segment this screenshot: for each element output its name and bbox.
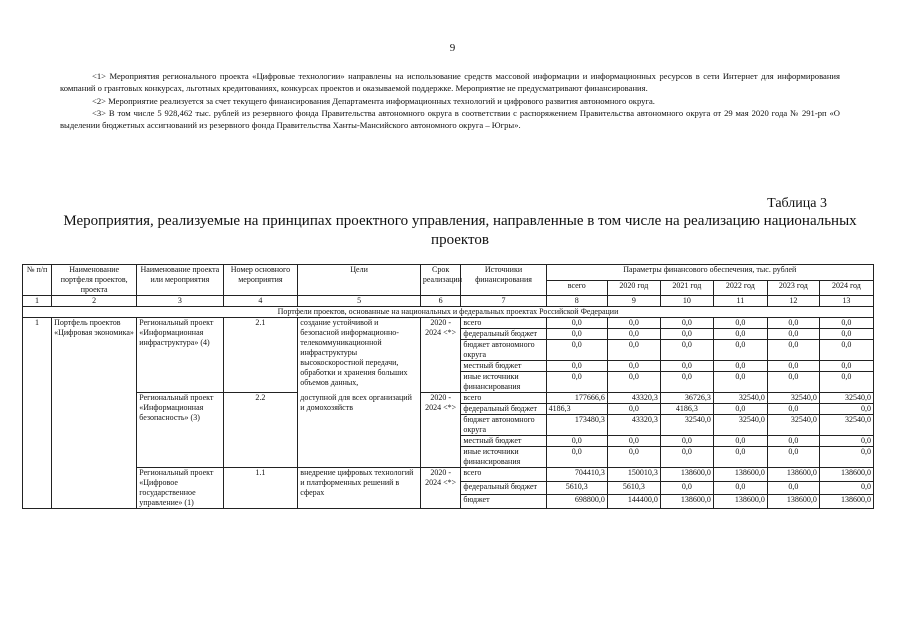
project-name: Региональный проект «Информационная инфраструктура» (4) — [137, 318, 223, 393]
value-cell: 5610,3 — [546, 481, 607, 495]
header-row-1 — [23, 265, 874, 281]
value-cell: 0,0 — [767, 361, 819, 372]
value-cell: 0,0 — [546, 329, 607, 340]
value-cell: 0,0 — [767, 372, 819, 393]
value-cell: 0,0 — [713, 404, 767, 415]
value-cell: 0,0 — [819, 447, 873, 468]
value-cell: 0,0 — [819, 436, 873, 447]
project-goal: создание устойчивой и безопасной информационно-телекоммуникационной инфраструктуры высокоскоростной передачи, обработки и хранения больших объемов данных, — [298, 318, 421, 393]
value-cell: 0,0 — [819, 329, 873, 340]
table-row — [23, 468, 874, 482]
source-label: бюджет автономного округа — [461, 340, 546, 361]
value-cell: 4186,3 — [546, 404, 607, 415]
value-cell: 138600,0 — [713, 468, 767, 482]
value-cell: 0,0 — [607, 447, 660, 468]
value-cell: 138600,0 — [819, 468, 873, 482]
value-cell: 0,0 — [546, 447, 607, 468]
footnote-2: <2> Мероприятие реализуется за счет текущего финансирования Департамента информационных технологий и цифрового развития автономного округа. — [92, 95, 655, 106]
value-cell: 0,0 — [767, 481, 819, 495]
source-label: федеральный бюджет — [461, 481, 546, 495]
project-name: Региональный проект «Цифровое государственное управление» (1) — [137, 468, 223, 509]
source-label: иные источники финансирования — [461, 372, 546, 393]
value-cell: 0,0 — [660, 436, 713, 447]
header-portfolio: Наименование портфеля проектов, проекта — [52, 265, 137, 296]
page-number: 9 — [449, 42, 456, 54]
projects-table — [22, 264, 874, 509]
value-cell: 0,0 — [767, 404, 819, 415]
project-term: 2020 - 2024 <*> — [420, 393, 461, 468]
project-goal: внедрение цифровых технологий и платформенных решений в сферах — [298, 468, 421, 509]
value-cell: 698800,0 — [546, 495, 607, 509]
header-total: всего — [546, 280, 607, 296]
value-cell: 0,0 — [546, 361, 607, 372]
column-number-row — [23, 296, 874, 307]
value-cell: 0,0 — [767, 318, 819, 329]
value-cell: 138600,0 — [767, 468, 819, 482]
value-cell: 0,0 — [713, 436, 767, 447]
value-cell: 0,0 — [660, 447, 713, 468]
value-cell: 0,0 — [767, 340, 819, 361]
value-cell: 32540,0 — [819, 393, 873, 404]
value-cell: 0,0 — [660, 361, 713, 372]
value-cell: 144400,0 — [607, 495, 660, 509]
value-cell: 0,0 — [767, 447, 819, 468]
col-number: 8 — [546, 296, 607, 307]
value-cell: 0,0 — [713, 361, 767, 372]
project-code: 2.2 — [223, 393, 298, 468]
portfolio-name: Портфель проектов «Цифровая экономика» — [52, 318, 137, 509]
value-cell: 0,0 — [660, 372, 713, 393]
value-cell: 0,0 — [546, 340, 607, 361]
col-number: 12 — [767, 296, 819, 307]
value-cell: 0,0 — [819, 372, 873, 393]
header-term: Срок реализации — [420, 265, 461, 296]
value-cell: 173480,3 — [546, 415, 607, 436]
value-cell: 0,0 — [819, 481, 873, 495]
table-row — [23, 318, 874, 329]
value-cell: 0,0 — [767, 436, 819, 447]
table-label: Таблица 3 — [767, 196, 827, 211]
value-cell: 0,0 — [660, 329, 713, 340]
col-number: 11 — [713, 296, 767, 307]
header-params: Параметры финансового обеспечения, тыс. рублей — [546, 265, 873, 281]
project-code: 1.1 — [223, 468, 298, 509]
value-cell: 0,0 — [767, 329, 819, 340]
value-cell: 138600,0 — [660, 468, 713, 482]
value-cell: 32540,0 — [767, 415, 819, 436]
source-label: иные источники финансирования — [461, 447, 546, 468]
header-2023: 2023 год — [767, 280, 819, 296]
col-number: 9 — [607, 296, 660, 307]
value-cell: 32540,0 — [713, 393, 767, 404]
value-cell: 0,0 — [546, 436, 607, 447]
value-cell: 0,0 — [713, 318, 767, 329]
value-cell: 704410,3 — [546, 468, 607, 482]
col-number: 5 — [298, 296, 421, 307]
footnote-3: <3> В том числе 5 928,462 тыс. рублей из резервного фонда Правительства автономного округа в соответствии с распоряжением Правительства автономного округа от 29 мая 2020 года № 291-рп «О выделении бюджетных ассигнований из резервного фонда Правительства Ханты-Мансийского автономного округа – Югры». — [60, 107, 840, 131]
header-code: Номер основного мероприятия — [223, 265, 298, 296]
value-cell: 0,0 — [607, 361, 660, 372]
source-label: всего — [461, 468, 546, 482]
col-number: 3 — [137, 296, 223, 307]
source-label: федеральный бюджет — [461, 404, 546, 415]
row-number: 1 — [23, 318, 52, 509]
value-cell: 0,0 — [819, 361, 873, 372]
value-cell: 5610,3 — [607, 481, 660, 495]
header-sources: Источники финансирования — [461, 265, 546, 296]
source-label: всего — [461, 393, 546, 404]
value-cell: 0,0 — [819, 404, 873, 415]
value-cell: 36726,3 — [660, 393, 713, 404]
value-cell: 150010,3 — [607, 468, 660, 482]
value-cell: 0,0 — [713, 372, 767, 393]
value-cell: 32540,0 — [660, 415, 713, 436]
header-project: Наименование проекта или мероприятия — [137, 265, 223, 296]
value-cell: 43320,3 — [607, 415, 660, 436]
value-cell: 4186,3 — [660, 404, 713, 415]
value-cell: 32540,0 — [819, 415, 873, 436]
value-cell: 0,0 — [713, 447, 767, 468]
project-name: Региональный проект «Информационная безопасность» (3) — [137, 393, 223, 468]
col-number: 1 — [23, 296, 52, 307]
col-number: 2 — [52, 296, 137, 307]
value-cell: 0,0 — [713, 481, 767, 495]
value-cell: 0,0 — [819, 340, 873, 361]
source-label: всего — [461, 318, 546, 329]
table-row — [23, 393, 874, 404]
project-term: 2020 - 2024 <*> — [420, 468, 461, 509]
value-cell: 0,0 — [607, 318, 660, 329]
value-cell: 0,0 — [607, 404, 660, 415]
value-cell: 43320,3 — [607, 393, 660, 404]
project-goal: доступной для всех организаций и домохозяйств — [298, 393, 421, 468]
col-number: 13 — [819, 296, 873, 307]
value-cell: 138600,0 — [660, 495, 713, 509]
section-row — [23, 307, 874, 318]
value-cell: 32540,0 — [713, 415, 767, 436]
footnote-1: <1> Мероприятия регионального проекта «Цифровые технологии» направлены на использование средств массовой информации и информационных ресурсов в сети Интернет для информирования компаний о грантовых конкурсах, льготных кредитованиях, конкурсах проектов и оказываемой поддержке. Мероприятие не предусматривают финансирования. — [60, 71, 840, 94]
value-cell: 0,0 — [660, 481, 713, 495]
header-2024: 2024 год — [819, 280, 873, 296]
value-cell: 0,0 — [607, 329, 660, 340]
source-label: местный бюджет — [461, 361, 546, 372]
project-term: 2020 - 2024 <*> — [420, 318, 461, 393]
value-cell: 0,0 — [660, 318, 713, 329]
value-cell: 138600,0 — [713, 495, 767, 509]
header-num: № п/п — [23, 265, 52, 296]
header-2021: 2021 год — [660, 280, 713, 296]
value-cell: 0,0 — [607, 372, 660, 393]
value-cell: 138600,0 — [767, 495, 819, 509]
table-title: Мероприятия, реализуемые на принципах проектного управления, направленные в том числе на реализацию национальных проектов — [63, 213, 857, 248]
header-2020: 2020 год — [607, 280, 660, 296]
section-title: Портфели проектов, основанные на национальных и федеральных проектах Российской Федерации — [23, 307, 874, 318]
value-cell: 0,0 — [660, 340, 713, 361]
col-number: 6 — [420, 296, 461, 307]
value-cell: 0,0 — [546, 372, 607, 393]
value-cell: 138600,0 — [819, 495, 873, 509]
value-cell: 32540,0 — [767, 393, 819, 404]
source-label: федеральный бюджет — [461, 329, 546, 340]
source-label: бюджет — [461, 495, 546, 509]
project-code: 2.1 — [223, 318, 298, 393]
source-label: местный бюджет — [461, 436, 546, 447]
col-number: 7 — [461, 296, 546, 307]
value-cell: 0,0 — [546, 318, 607, 329]
source-label: бюджет автономного округа — [461, 415, 546, 436]
value-cell: 0,0 — [713, 329, 767, 340]
footnotes — [60, 70, 840, 131]
value-cell: 0,0 — [607, 436, 660, 447]
header-goals: Цели — [298, 265, 421, 296]
header-2022: 2022 год — [713, 280, 767, 296]
col-number: 10 — [660, 296, 713, 307]
value-cell: 0,0 — [713, 340, 767, 361]
value-cell: 0,0 — [607, 340, 660, 361]
value-cell: 0,0 — [819, 318, 873, 329]
col-number: 4 — [223, 296, 298, 307]
value-cell: 177666,6 — [546, 393, 607, 404]
